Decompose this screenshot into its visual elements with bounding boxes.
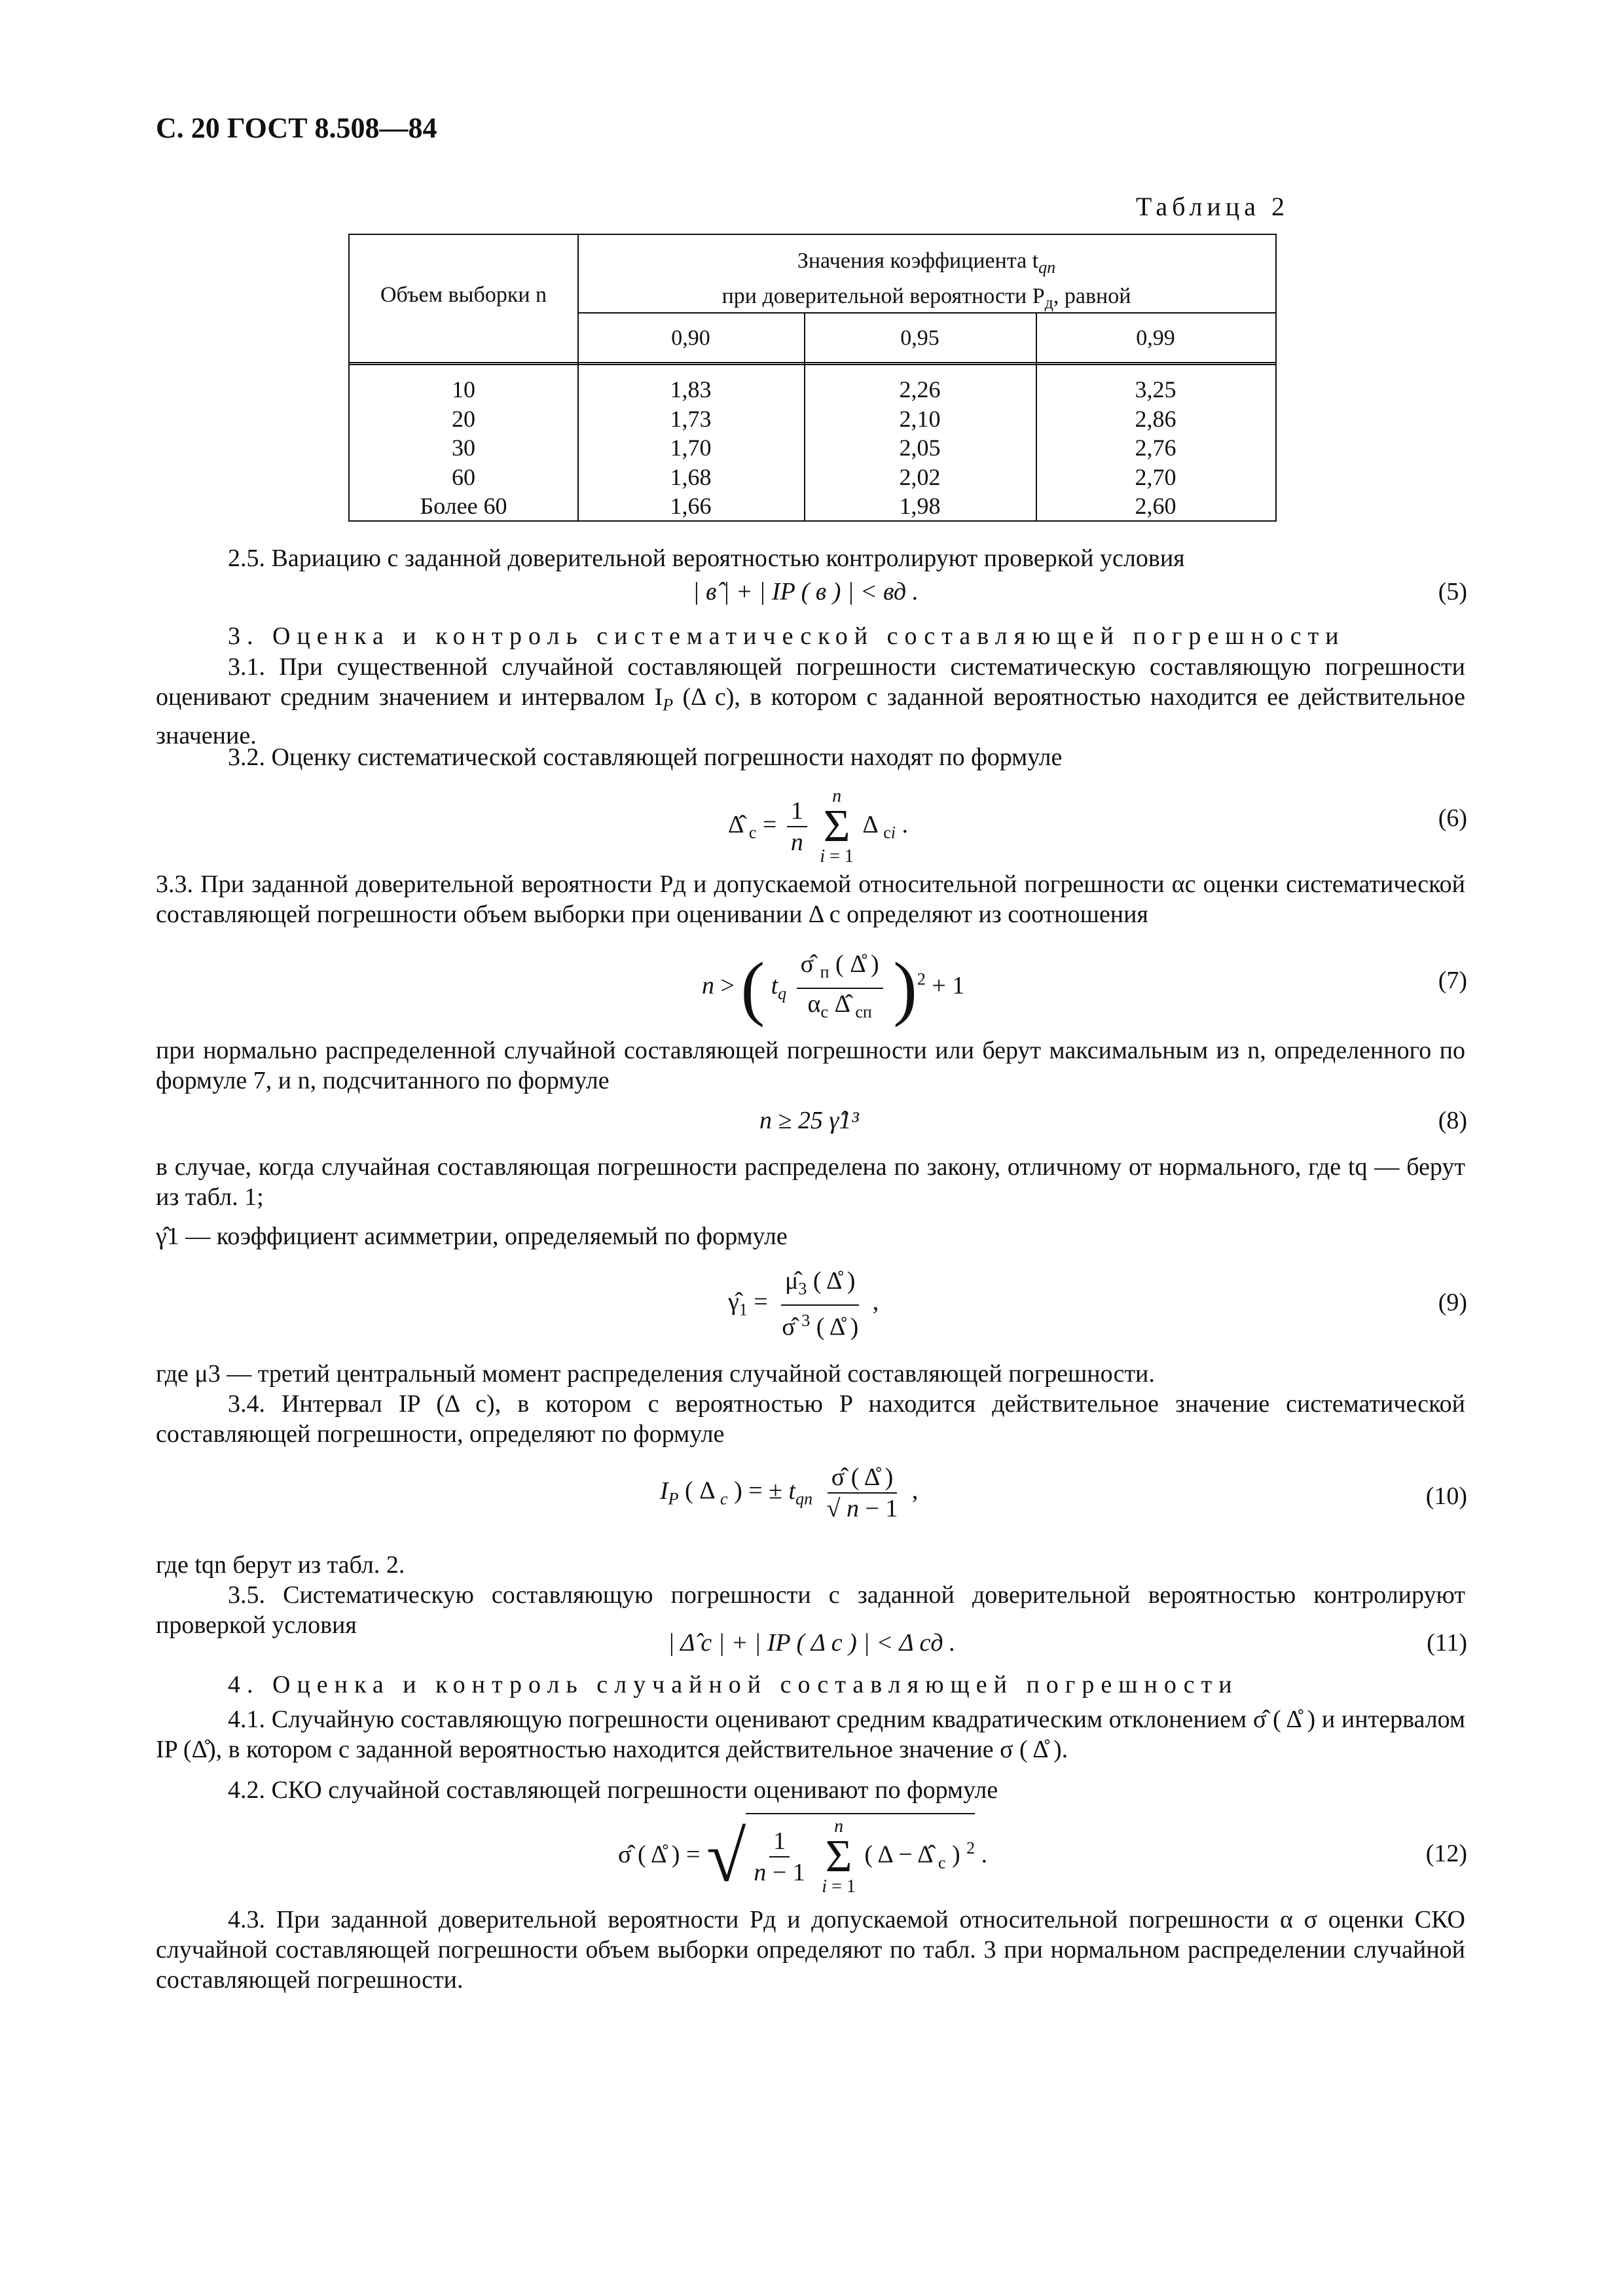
equation-11: | Δ̂ с | + | IP ( Δ с ) | < Δ сд .: [668, 1629, 956, 1657]
table-cell: 1,73: [670, 405, 712, 432]
table-divider: [350, 362, 1275, 365]
group-header: Значения коэффициента $t_{qn}$ при доверительной вероятности $P_д$, равной: [721, 249, 1131, 312]
table-cell: 1,98: [899, 493, 941, 519]
col-099: [1036, 375, 1275, 521]
table-cell: 1,66: [670, 493, 712, 519]
col-095: [804, 375, 1036, 521]
prob-header: 0,95: [900, 326, 939, 350]
paragraph-3-1: 3.1. При существенной случайной составляющей погрешности систематическую составляющую погрешности оценивают средним значением и интервалом $I_P$ (Δ с), в котором с заданной вероятностью находится ее действительное значение.: [156, 653, 1465, 749]
table-cell: 10: [452, 376, 475, 403]
col-090: [577, 375, 804, 521]
equation-6: Δ̂ $_с$ = $\frac{1}{n}$ n Σ i = 1 Δ $_{сi}$ .: [728, 786, 909, 867]
table-cell: 2,05: [899, 435, 941, 461]
page-header: С. 20 ГОСТ 8.508—84: [156, 112, 437, 144]
paragraph-3-3-c: в случае, когда случайная составляющая погрешности распределена по закону, отличному от нормального, где tq — берут из табл. 1;: [156, 1153, 1465, 1211]
table-cell: 2,76: [1135, 435, 1176, 461]
paragraph-4-2: 4.2. СКО случайной составляющей погрешности оценивают по формуле: [228, 1776, 998, 1804]
equation-7: n > ( $t_q$ $\frac{\sigmâ _п ( \Deltå )}{\alpha_с \Deltâ _{сп}}$ )$^2$ + 1: [702, 948, 965, 1028]
section-heading-4: 4. Оценка и контроль случайной составляющей погрешности: [228, 1671, 1239, 1698]
paragraph-3-3-b: при нормально распределенной случайной составляющей погрешности или берут максимальным из n, определенного по формуле 7, и n, подсчитанного по формуле: [156, 1037, 1465, 1094]
table-cell: 3,25: [1135, 376, 1176, 403]
equation-number: (8): [1438, 1107, 1467, 1134]
paragraph-4-3: 4.3. При заданной доверительной вероятности Pд и допускаемой относительной погрешности α σ оценки СКО случайной составляющей погрешности объем выборки определяют по табл. 3 при нормальном распределении случайной составляющей погрешности.: [156, 1906, 1465, 1994]
equation-number: (12): [1425, 1840, 1467, 1867]
equation-number: (9): [1438, 1289, 1467, 1316]
col-n: [350, 375, 577, 521]
equation-number: (10): [1425, 1482, 1467, 1510]
prob-header: 0,90: [671, 326, 710, 350]
paragraph-4-1: 4.1. Случайную составляющую погрешности оценивают средним квадратическим отклонением σ̂ ( Δ̊ ) и интервалом IP (Δ̊), в котором с заданной вероятностью находится действительное значение σ ( Δ̊ ).: [156, 1706, 1465, 1763]
equation-12: σ̂ ( Δ̊ ) = √ $\frac{1}{n - 1}$ n Σ i = 1 ( Δ − Δ̂ $_с$ ) $^2$ .: [618, 1813, 987, 1899]
paragraph-2-5: 2.5. Вариацию с заданной доверительной вероятностью контролируют проверкой условия: [228, 545, 1185, 572]
table-cell: 1,83: [670, 376, 712, 403]
equation-10: $I_P$ ( Δ $_c$ ) = ± $t_{qn}$ $\frac{\sigmâ ( \Deltå )}{√ n - 1}$ ,: [660, 1463, 919, 1522]
table-cell: 2,60: [1135, 493, 1176, 519]
equation-8: n ≥ 25 γ̂1³: [759, 1107, 859, 1134]
equation-number: (5): [1438, 578, 1467, 605]
prob-header: 0,99: [1136, 326, 1175, 350]
paragraph-3-5: 3.5. Систематическую составляющую погрешности с заданной доверительной вероятностью контролируют проверкой условия: [156, 1581, 1465, 1639]
equation-number: (7): [1438, 967, 1467, 994]
paragraph-3-4-b: где tqn берут из табл. 2.: [156, 1551, 405, 1579]
equation-9: $\gammâ_1$ = $\frac{\mû_3 ( \Deltå )}{\sigmâ ^3 ( \Deltå )}$ ,: [728, 1267, 879, 1341]
paragraph-3-4: 3.4. Интервал IP (Δ с), в котором с вероятностью P находится действительное значение систематической составляющей погрешности, определяют по формуле: [156, 1390, 1465, 1448]
equation-5: | в̂ | + | IP ( в ) | < вд .: [693, 578, 919, 605]
table-cell: 2,86: [1135, 405, 1176, 432]
table-cell: 60: [452, 463, 475, 490]
paragraph-3-3-d: γ̂1 — коэффициент асимметрии, определяемый по формуле: [156, 1223, 788, 1250]
table-cell: 2,02: [899, 463, 941, 490]
equation-number: (11): [1427, 1629, 1467, 1657]
table-cell: 1,68: [670, 463, 712, 490]
table-caption: Таблица 2: [1135, 192, 1289, 221]
table-cell: 1,70: [670, 435, 712, 461]
paragraph-3-3: 3.3. При заданной доверительной вероятности Pд и допускаемой относительной погрешности αс оценки систематической составляющей погрешности объем выборки при оценивании Δ с определяют из соотношения: [156, 870, 1465, 928]
table-cell: 2,70: [1135, 463, 1176, 490]
equation-number: (6): [1438, 804, 1467, 832]
table-cell: 20: [452, 405, 475, 432]
col-header-sample-size: Объем выборки n: [380, 283, 547, 307]
paragraph-3-3-e: где μ3 — третий центральный момент распределения случайной составляющей погрешности.: [156, 1360, 1155, 1388]
section-heading-3: 3. Оценка и контроль систематической составляющей погрешности: [228, 622, 1345, 650]
table-cell: 2,26: [899, 376, 941, 403]
table-cell: 30: [452, 435, 475, 461]
table-cell: 2,10: [899, 405, 941, 432]
table-cell: Более 60: [420, 493, 507, 519]
table-2: [348, 234, 1277, 522]
paragraph-3-2: 3.2. Оценку систематической составляющей погрешности находят по формуле: [228, 744, 1063, 771]
